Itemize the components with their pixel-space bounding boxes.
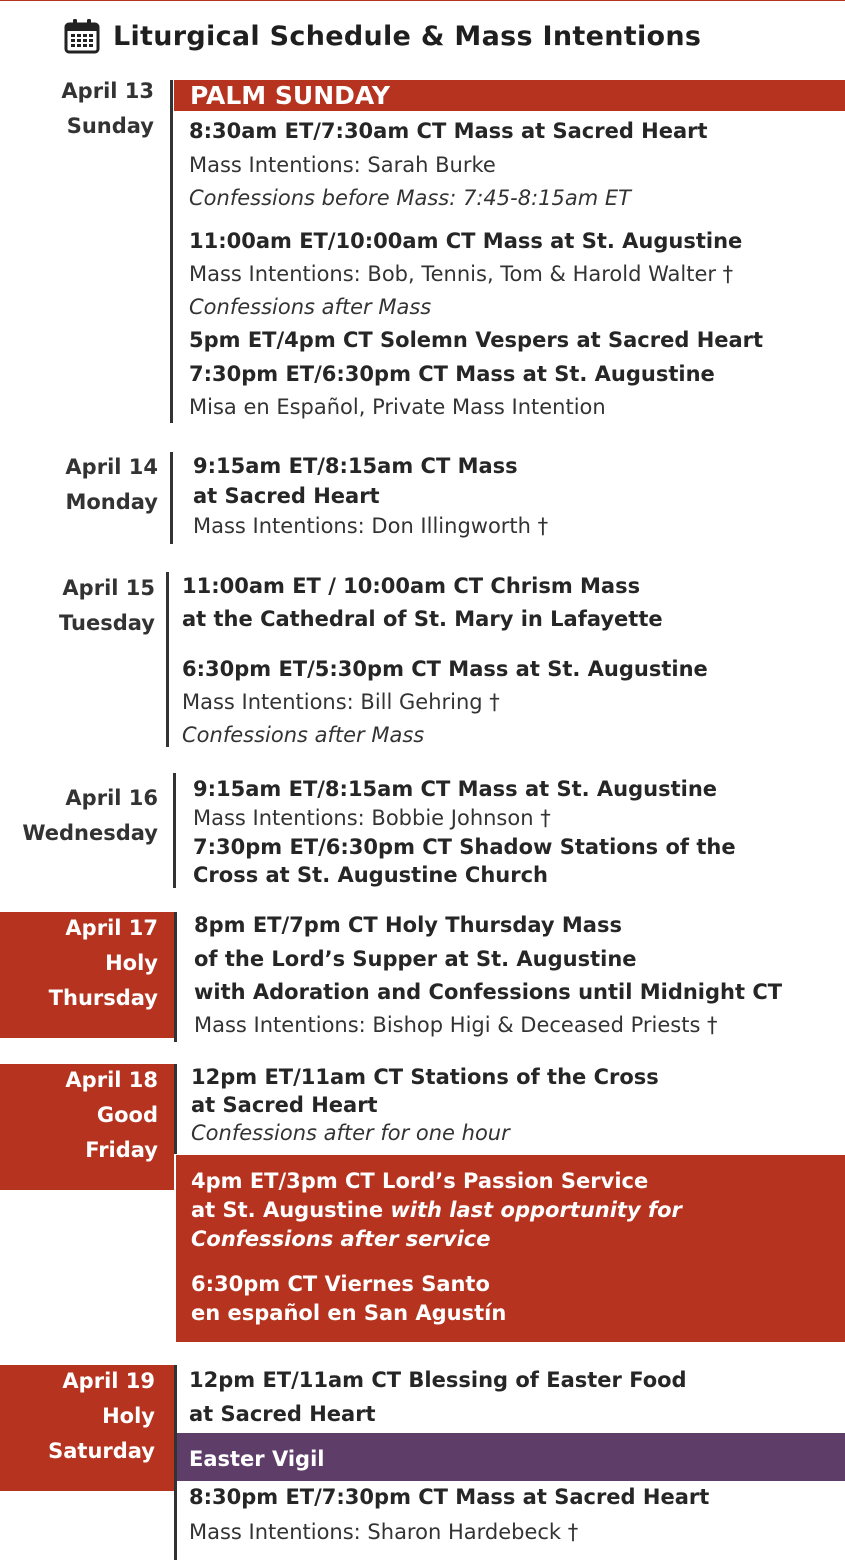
date-label: April 14 Monday: [65, 455, 158, 514]
event-location: at Sacred Heart: [193, 484, 380, 508]
event-location: at the Cathedral of St. Mary in Lafayette: [182, 607, 663, 631]
divider: [174, 912, 177, 1042]
confession-note: Confessions after service: [191, 1227, 491, 1251]
mass-intention: Mass Intentions: Don Illingworth †: [193, 514, 549, 538]
calendar-icon: [63, 18, 101, 54]
page-title: Liturgical Schedule & Mass Intentions: [113, 20, 702, 52]
date-label: April 16 Wednesday: [22, 786, 158, 845]
event-detail: with Adoration and Confessions until Midnight CT: [194, 980, 783, 1004]
event-time: 11:00am ET / 10:00am CT Chrism Mass: [182, 574, 641, 598]
event-time: 8:30pm ET/7:30pm CT Mass at Sacred Heart: [189, 1485, 710, 1509]
divider: [173, 773, 176, 888]
confession-note: Confessions after Mass: [182, 723, 425, 747]
mass-intention: Mass Intentions: Bishop Higi & Deceased Priests †: [194, 1013, 718, 1037]
divider: [174, 1064, 177, 1154]
event-location: of the Lord’s Supper at St. Augustine: [194, 947, 637, 971]
easter-vigil-banner: Easter Vigil: [177, 1433, 845, 1481]
event-location: Cross at St. Augustine Church: [193, 863, 548, 887]
event-time: 11:00am ET/10:00am CT Mass at St. Augustine: [189, 229, 743, 253]
event-time: 9:15am ET/8:15am CT Mass: [193, 454, 518, 478]
mass-intention: Mass Intentions: Bob, Tennis, Tom & Harold Walter †: [189, 262, 734, 286]
mass-intention: Mass Intentions: Bill Gehring †: [182, 690, 500, 714]
confession-note: Confessions before Mass: 7:45-8:15am ET: [189, 186, 631, 210]
mass-intention: Misa en Español, Private Mass Intention: [189, 395, 606, 419]
divider: [170, 452, 173, 544]
page-header: [63, 14, 701, 58]
event-time: 8:30am ET/7:30am CT Mass at Sacred Heart: [189, 119, 708, 143]
divider: [170, 80, 173, 423]
event-time: 12pm ET/11am CT Stations of the Cross: [191, 1065, 659, 1089]
mass-intention: Mass Intentions: Sharon Hardebeck †: [189, 1520, 579, 1544]
date-label: April 15 Tuesday: [59, 576, 155, 635]
divider: [166, 572, 169, 747]
event-time: 6:30pm CT Viernes Santo: [191, 1272, 490, 1296]
date-label: April 18 Good Friday: [65, 1068, 158, 1162]
event-time: 7:30pm ET/6:30pm CT Shadow Stations of the: [193, 835, 736, 859]
event-location: en español en San Agustín: [191, 1301, 507, 1325]
mass-intention: Mass Intentions: Sarah Burke: [189, 153, 496, 177]
confession-note: Confessions after for one hour: [191, 1121, 510, 1145]
date-label: April 13 Sunday: [61, 79, 154, 138]
mass-intention: Mass Intentions: Bobbie Johnson †: [193, 806, 551, 830]
event-time: 12pm ET/11am CT Blessing of Easter Food: [189, 1368, 687, 1392]
event-time: 9:15am ET/8:15am CT Mass at St. Augustine: [193, 777, 718, 801]
top-rule: [0, 0, 845, 1]
date-label: April 19 Holy Saturday: [48, 1369, 155, 1463]
event-time: 7:30pm ET/6:30pm CT Mass at St. Augustine: [189, 362, 715, 386]
date-label: April 17 Holy Thursday: [48, 916, 158, 1010]
event-location: at Sacred Heart: [191, 1093, 378, 1117]
event-time: 5pm ET/4pm CT Solemn Vespers at Sacred Heart: [189, 328, 764, 352]
event-time: 4pm ET/3pm CT Lord’s Passion Service: [191, 1169, 649, 1193]
event-location: at Sacred Heart: [189, 1402, 376, 1426]
event-location: at St. Augustine with last opportunity for: [191, 1198, 682, 1222]
event-time: 8pm ET/7pm CT Holy Thursday Mass: [194, 913, 622, 937]
palm-sunday-banner: PALM SUNDAY: [174, 80, 845, 111]
event-time: 6:30pm ET/5:30pm CT Mass at St. Augustine: [182, 657, 708, 681]
confession-note: Confessions after Mass: [189, 295, 432, 319]
